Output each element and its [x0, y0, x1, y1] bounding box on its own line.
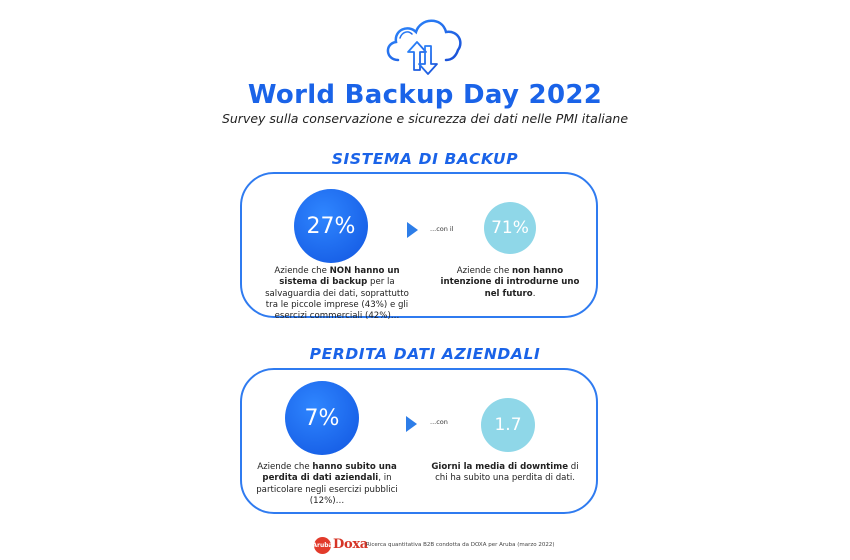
description-data-loss: Aziende che hanno subito una perdita di dati aziendali, in particolare negli esercizi pubblici (12%)…	[256, 462, 398, 506]
description-intent: Aziende che non hanno intenzione di introdurne uno nel futuro.	[440, 266, 580, 299]
description-backup: Aziende che NON hanno un sistema di backup per la salvaguardia dei dati, soprattutto tra le piccole imprese (43%) e gli esercizi commerciali (42%)…	[265, 266, 409, 322]
play-arrow-icon	[406, 416, 417, 432]
doxa-logo: Doxa	[333, 537, 368, 552]
footer-note: Ricerca quantitativa B2B condotta da DOXA per Aruba (marzo 2022)	[366, 542, 555, 548]
stat-circle-intent: 71%	[484, 202, 536, 254]
play-arrow-icon	[407, 222, 418, 238]
stat-circle-data-loss: 7%	[285, 381, 359, 455]
page-title: World Backup Day 2022	[247, 80, 603, 110]
description-downtime: Giorni la media di downtime di chi ha subito una perdita di dati.	[431, 462, 579, 484]
aruba-logo: Aruba	[314, 537, 331, 554]
stat-circle-backup: 27%	[294, 189, 368, 263]
connector-label: ...con il	[430, 225, 454, 233]
connector-label: ...con	[430, 418, 448, 426]
stat-circle-downtime: 1.7	[481, 398, 535, 452]
section-title-data-loss: PERDITA DATI AZIENDALI	[309, 345, 541, 363]
section-title-backup: SISTEMA DI BACKUP	[331, 150, 519, 168]
cloud-upload-download-icon	[378, 8, 468, 80]
page-subtitle: Survey sulla conservazione e sicurezza dei dati nelle PMI italiane	[221, 111, 629, 126]
